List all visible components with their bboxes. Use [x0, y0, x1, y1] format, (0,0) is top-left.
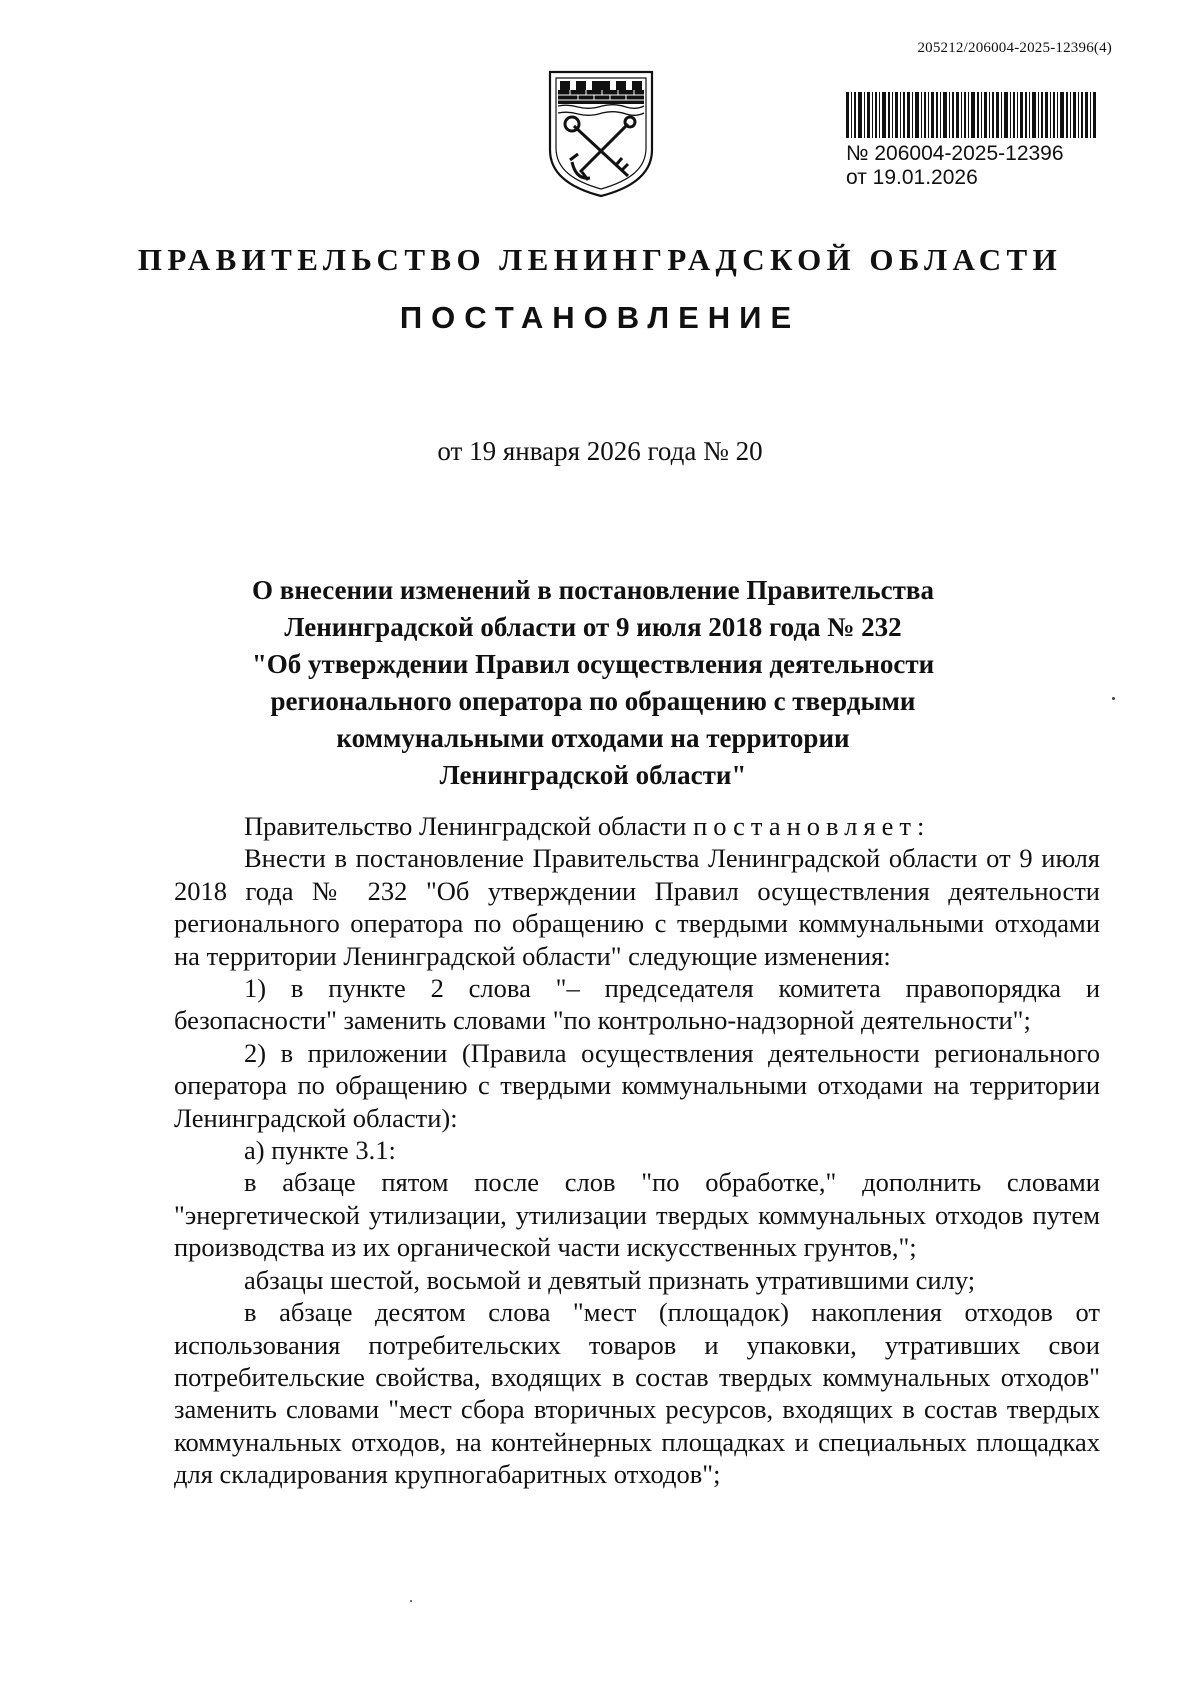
body-paragraph: 2) в приложении (Правила осуществления деятельности регионального оператора по обращению с твердыми коммунальными отходами на территории Ленинградской области):	[174, 1037, 1100, 1133]
body-paragraph: в абзаце десятом слова "мест (площадок) накопления отходов от использования потребительских товаров и упаковки, утративших свои потребительские свойства, входящих в состав твердых коммунальных отходов" заменить словами "мест сбора вторичных ресурсов, входящих в состав твердых коммунальных отходов, на контейнерных площадках и специальных площадках для складирования крупногабаритных отходов";	[174, 1297, 1100, 1490]
registration-number: № 206004-2025-12396	[846, 142, 1064, 165]
resolution-line	[174, 810, 1100, 842]
body-paragraph: а) пункте 3.1:	[244, 1135, 396, 1166]
registration-date: от 19.01.2026	[846, 166, 978, 189]
scan-speck	[410, 1600, 412, 1602]
subject-line: Ленинградской области от 9 июля 2018 года № 232	[284, 612, 902, 642]
barcode-stamp	[846, 92, 1096, 190]
body-paragraph: Внести в постановление Правительства Ленинградской области от 9 июля 2018 года № 232 "Об утверждении Правил осуществления деятельности регионального оператора по обращению с твердыми коммунальными отходами на территории Ленинградской области" следующие изменения:	[174, 843, 1100, 971]
scan-speck	[1112, 697, 1115, 700]
resolution-verb: постановляет:	[693, 811, 931, 841]
document-type: ПОСТАНОВЛЕНИЕ	[399, 300, 801, 335]
body-paragraph: 1) в пункте 2 слова "– председателя комитета правопорядка и безопасности" заменить словами "по контрольно-надзорной деятельности";	[174, 973, 1100, 1036]
document-subject	[200, 572, 986, 794]
body-paragraph: в абзаце пятом после слов "по обработке," дополнить словами "энергетической утилизации, утилизации твердых коммунальных отходов путем производства из их органической части искусственных грунтов,";	[174, 1167, 1100, 1263]
resolution-prefix: Правительство Ленинградской области	[244, 811, 694, 841]
document-date-number: от 19 января 2026 года № 20	[437, 436, 763, 466]
subject-line: коммунальными отходами на территории	[336, 723, 850, 753]
subject-line: Ленинградской области"	[439, 760, 747, 790]
body-paragraph: абзацы шестой, восьмой и девятый признать утратившими силу;	[244, 1264, 976, 1295]
subject-line: О внесении изменений в постановление Правительства	[252, 575, 934, 605]
government-title: ПРАВИТЕЛЬСТВО ЛЕНИНГРАДСКОЙ ОБЛАСТИ	[137, 242, 1063, 277]
subject-line: регионального оператора по обращению с твердыми	[270, 686, 916, 716]
document-body	[174, 810, 1100, 1491]
document-id: 205212/206004-2025-12396(4)	[917, 40, 1112, 56]
barcode-icon	[846, 92, 1096, 138]
subject-line: "Об утверждении Правил осуществления деятельности	[251, 649, 935, 679]
leningrad-oblast-coat-of-arms-icon	[546, 68, 656, 200]
